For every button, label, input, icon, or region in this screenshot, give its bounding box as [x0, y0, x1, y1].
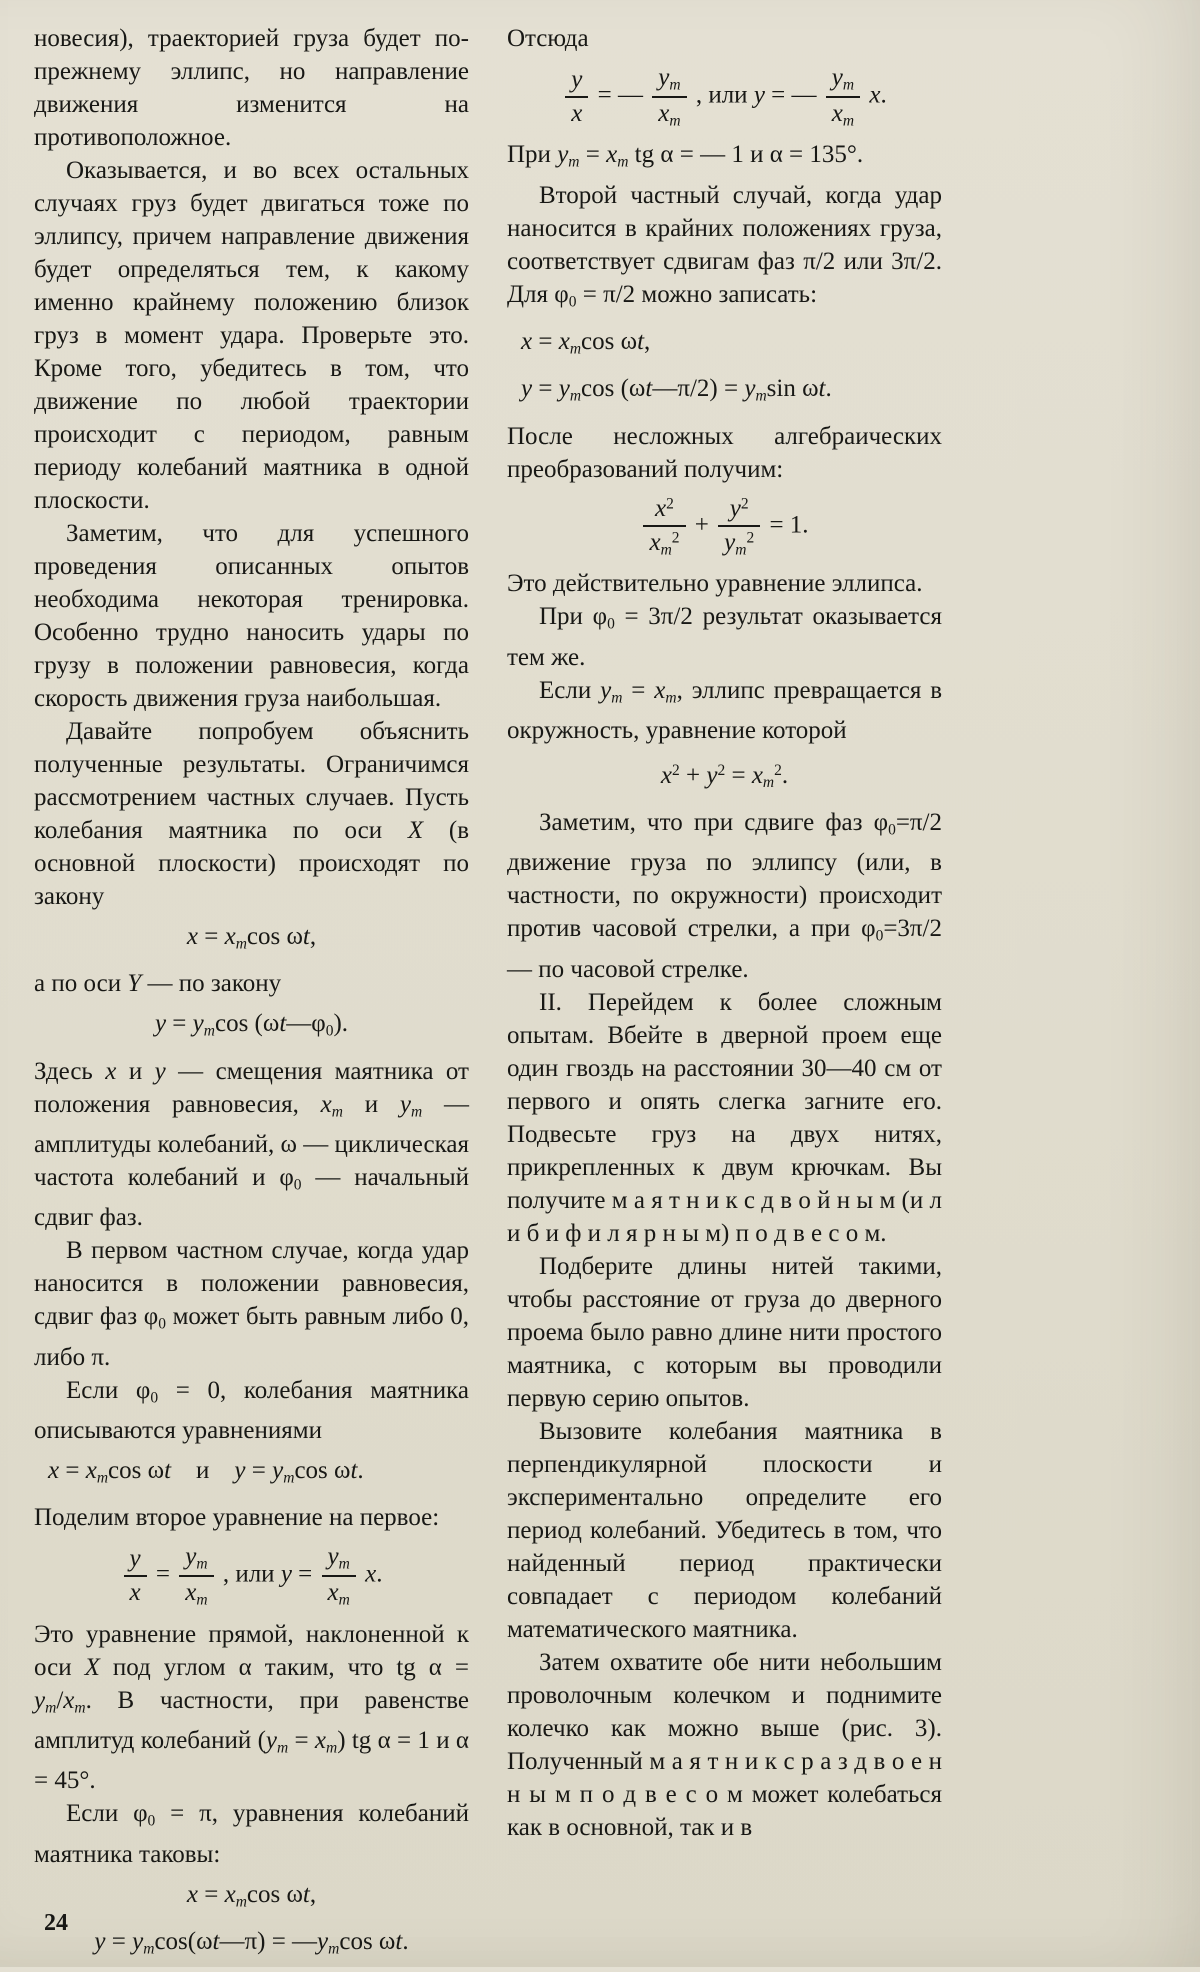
paragraph: Если $\varphi_0 = 0$, колебания маятника описываются уравнениями	[34, 1376, 469, 1444]
paragraph: новесия), траекторией груза будет по-прежнему эллипс, но направление движения изменится на противоположное.	[34, 25, 469, 151]
page-number: 24	[44, 1910, 68, 1936]
paragraph: При $y_m = x_m$ tg α = — 1 и α = 135°.	[507, 141, 864, 171]
paragraph: Если $\varphi_0 = \pi$, уравнения колебаний маятника таковы:	[34, 1800, 469, 1868]
fraction: $\frac{y}{x}$	[565, 66, 588, 128]
paragraph: Оказывается, и во всех остальных случаях груз будет двигаться тоже по эллипсу, причем направление движения будет определяться тем, к какому именно крайнему положению близок груз в момент удара. Проверьте это. Кроме того, убедитесь в том, что движение по любой траектории происходит с периодом, равным периоду колебаний маятника в одной плоскости.	[34, 157, 469, 514]
paragraph: В первом частном случае, когда удар наносится в положении равновесия, сдвиг фаз $\varphi_0$ может быть равным либо 0, либо π.	[34, 1237, 469, 1371]
formula-line: $\frac{x^2}{x_m^2}$ + $\frac{y^2}{y_m^2}$ = 1.	[507, 493, 942, 561]
paragraph: Подберите длины нитей такими, чтобы расстояние от груза до дверного проема было равно длине нити простого маятника, с которым вы проводили первую серию опытов.	[507, 1252, 942, 1412]
fraction: $\frac{y_m}{x_m}$	[322, 1543, 356, 1608]
fraction: $\frac{y_m}{x_m}$	[652, 64, 686, 129]
paragraph: Отсюда	[507, 25, 589, 52]
left-column	[34, 22, 469, 1972]
formula-line: $x = x_m\cos$ ωt,	[521, 328, 651, 358]
paragraph: Вызовите колебания маятника в перпендикулярной плоскости и экспериментально определите его период колебаний. Убедитесь в том, что найденный период практически совпадает с периодом колебаний математического маятника.	[507, 1417, 942, 1643]
paragraph: Это уравнение прямой, наклоненной к оси X под углом α таким, что tg $\alpha = y_m/x_m$. В частности, при равенстве амплитуд колебаний $(y_m = x_m)$ tg α = 1 и α = 45°.	[34, 1620, 469, 1795]
formula-line: $\frac{y}{x}$ = — $\frac{y_m}{x_m}$ , или y = — $\frac{y_m}{x_m}$ x.	[507, 62, 942, 131]
fraction: $\frac{y_m}{x_m}$	[826, 64, 860, 129]
fraction: $\frac{y^2}{y_m^2}$	[718, 495, 760, 559]
paragraph: Заметим, что при сдвиге фаз $\varphi_0=\pi/2$ движение груза по эллипсу (или, в частности, по окружности) происходит против часовой стрелки, а при $\varphi_0=3\pi/2$ — по часовой стрелке.	[507, 809, 942, 983]
paragraph: Заметим, что для успешного проведения описанных опытов необходима некоторая тренировка. Особенно трудно наносить удары по грузу в положении равновесия, когда скорость движения груза наибольшая.	[34, 520, 469, 712]
formula-line: $y = y_m\cos$ (ωt—π/2) = $y_m\sin$ ωt.	[521, 375, 832, 405]
paragraph: Здесь x и y — смещения маятника от положения равновесия, $x_m$ и $y_m$ — амплитуды колебаний, ω — циклическая частота колебаний и $\varphi_0$ — начальный сдвиг фаз.	[34, 1057, 469, 1232]
paragraph: Затем охватите обе нити небольшим проволочным колечком и поднимите колечко как можно выше (рис. 3). Полученный м а я т н и к с р а з д в о е н н ы м п о д в е с о м может колебаться как в основной, так и в	[507, 1648, 942, 1841]
text-columns	[34, 22, 942, 1972]
formula-line: $x^2 + y^2 = x_m^2$.	[660, 761, 789, 792]
formula-line: $y = y_m\cos$ $(\omega t—\varphi_0)$.	[154, 1010, 349, 1040]
paragraph: II. Перейдем к более сложным опытам. Вбейте в дверной проем еще один гвоздь на расстоянии 30—40 см от первого и опять слегка загните его. Подвесьте груз на двух нитях, прикрепленных к двум крючкам. Вы получите м а я т н и к с д в о й н ы м (и л и б и ф и л я р н ы м) п о д в е с о м.	[507, 988, 942, 1247]
paragraph: Давайте попробуем объяснить полученные результаты. Ограничимся рассмотрением частных случаев. Пусть колебания маятника по оси X (в основной плоскости) происходят по закону	[34, 718, 469, 910]
fraction: $\frac{y}{x}$	[124, 1545, 147, 1607]
paragraph: Второй частный случай, когда удар наносится в крайних положениях груза, соответствует сдвигам фаз π/2 или 3π/2. Для $\varphi_0 = \pi/2$ можно записать:	[507, 181, 942, 311]
paragraph: Если $y_m = x_m$, эллипс превращается в окружность, уравнение которой	[507, 676, 942, 745]
formula-line: $y = y_m\cos(\omega t—\pi)$ = $—y_m\cos$ ωt.	[94, 1927, 409, 1958]
formula-line: $x = x_m\cos$ ωt,	[186, 1880, 317, 1910]
right-column	[507, 22, 942, 1844]
paragraph: После несложных алгебраических преобразований получим:	[507, 422, 942, 483]
formula-line: $\frac{y}{x}$ = $\frac{y_m}{x_m}$ , или y = $\frac{y_m}{x_m}$ x.	[34, 1541, 469, 1610]
paragraph: Это действительно уравнение эллипса.	[507, 570, 923, 598]
paragraph: При $\varphi_0 = 3\pi/2$ результат оказывается тем же.	[507, 603, 942, 671]
paragraph: а по оси Y — по закону	[34, 970, 282, 998]
paragraph: Поделим второе уравнение на первое:	[34, 1504, 440, 1532]
fraction: $\frac{x^2}{x_m^2}$	[643, 495, 685, 559]
formula-line: $x = x_m\cos$ ωt и $y = y_m\cos$ ωt.	[48, 1456, 364, 1487]
fraction: $\frac{y_m}{x_m}$	[179, 1543, 213, 1608]
formula-line: $x = x_m\cos$ ωt,	[186, 923, 317, 953]
